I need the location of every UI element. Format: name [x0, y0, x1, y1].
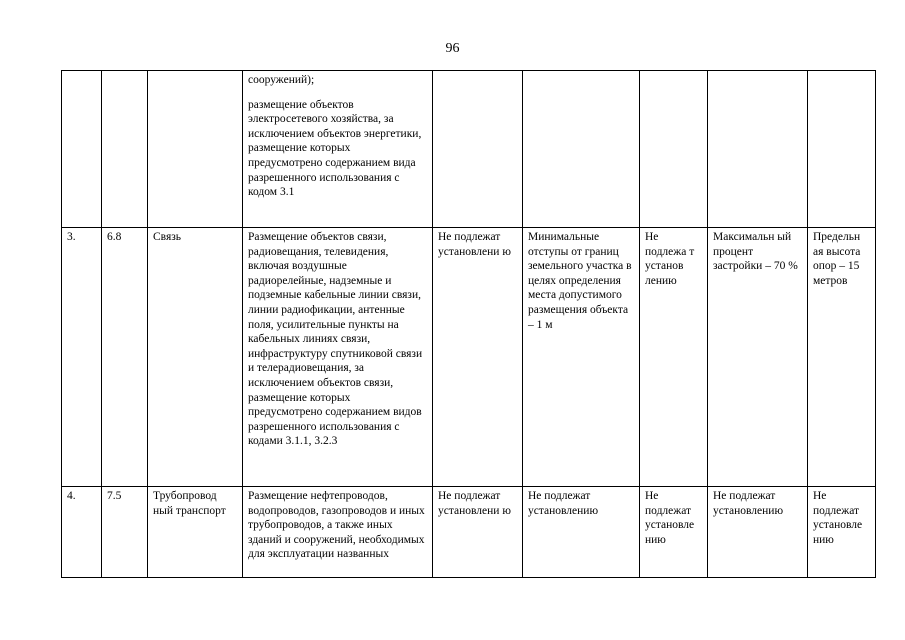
- cell-number: 4.: [62, 487, 102, 578]
- cell-parameter: Минимальные отступы от границ земельного участка в целях определения места допустимого размещения объекта – 1 м: [523, 228, 640, 487]
- cell-parameter: Предельн ая высота опор – 15 метров: [808, 228, 876, 487]
- land-use-regulations-table: [61, 70, 876, 578]
- cell-parameter: Не подлежат установлени ю: [433, 228, 523, 487]
- cell-use-name: Трубопровод ный транспорт: [148, 487, 243, 578]
- cell-parameter: [640, 71, 708, 228]
- page-number: 96: [445, 41, 460, 56]
- cell-description: [243, 487, 433, 578]
- description-paragraph: сооружений);: [248, 74, 315, 86]
- description-paragraph: размещение объектов электросетевого хозяйства, за исключением объектов энергетики, размещение которых предусмотрено содержанием вида разрешенного использования с кодом 3.1: [248, 98, 422, 199]
- cell-code: 6.8: [102, 228, 148, 487]
- cell-parameter: Не подлежат установлению: [523, 487, 640, 578]
- cell-parameter: [523, 71, 640, 228]
- cell-code: 7.5: [102, 487, 148, 578]
- cell-parameter: [808, 71, 876, 228]
- cell-description: [243, 228, 433, 487]
- cell-parameter: [433, 71, 523, 228]
- cell-parameter: Не подлежат установлени ю: [433, 487, 523, 578]
- description-paragraph: Размещение нефтепроводов, водопроводов, газопроводов и иных трубопроводов, а также иных зданий и сооружений, необходимых для эксплуатации названных: [248, 490, 425, 561]
- cell-description: [243, 71, 433, 228]
- cell-code: [102, 71, 148, 228]
- table-row: [62, 228, 876, 487]
- cell-parameter: Максимальн ый процент застройки – 70 %: [708, 228, 808, 487]
- cell-number: 3.: [62, 228, 102, 487]
- cell-use-name: Связь: [148, 228, 243, 487]
- description-paragraph: Размещение объектов связи, радиовещания, телевидения, включая воздушные радиорелейные, надземные и подземные кабельные линии связи, линии радиофикации, антенные поля, усилительные пункты на кабельных линиях связи, инфраструктуру спутниковой связи и телерадиовещания, за исключением объектов связи, размещение которых предусмотрено содержанием видов разрешенного использования с кодами 3.1.1, 3.2.3: [248, 231, 423, 448]
- cell-parameter: Не подлежат установле нию: [808, 487, 876, 578]
- cell-parameter: Не подлежат установлению: [708, 487, 808, 578]
- table-row: [62, 487, 876, 578]
- cell-parameter: Не подлежат установле нию: [640, 487, 708, 578]
- cell-parameter: Не подлежа т установ лению: [640, 228, 708, 487]
- cell-parameter: [708, 71, 808, 228]
- cell-use-name: [148, 71, 243, 228]
- table-row: [62, 71, 876, 228]
- cell-number: [62, 71, 102, 228]
